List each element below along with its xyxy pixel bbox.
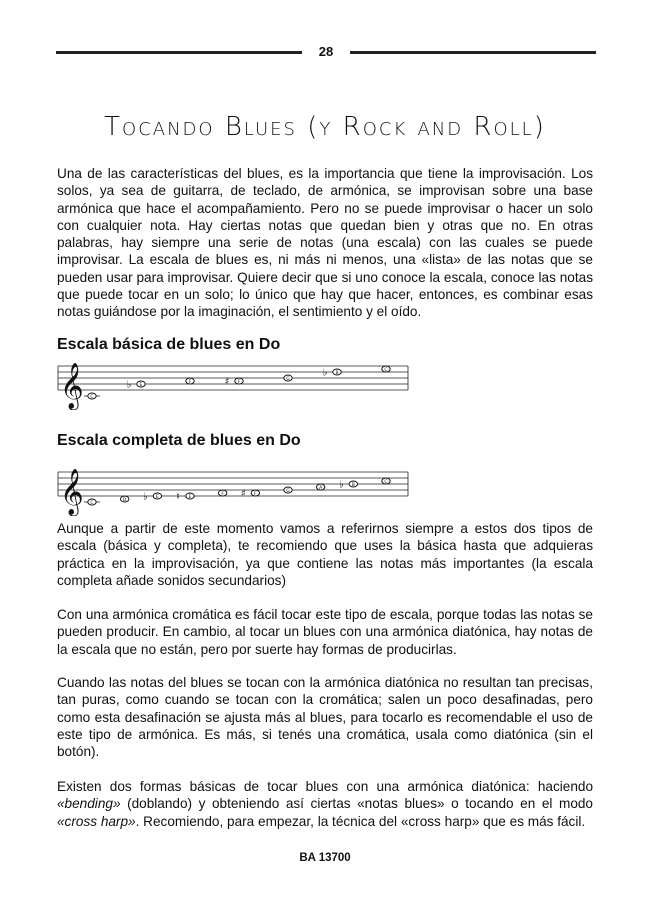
basic-note-2 <box>186 378 194 385</box>
bending-term: «bending» <box>57 796 121 812</box>
scale1-heading: Escala básica de blues en Do <box>57 336 281 353</box>
accidental-icon: ♮ <box>176 491 180 503</box>
note-letter: F <box>237 379 241 385</box>
accidental-icon: ♭ <box>126 379 132 391</box>
complete-note-7 <box>316 484 324 491</box>
paragraph-1: Aunque a partir de este momento vamos a referirnos siempre a estos dos tipos de escala (básica y completa), te recomiendo que uses la básica hasta que adquieras práctica en la improvisación, ya que contiene las notas más importantes (la escala completa añade sonidos secundarios) <box>57 521 593 588</box>
note-letter: B <box>351 482 355 488</box>
basic-note-5 <box>323 368 342 379</box>
page-number: 28 <box>318 44 334 59</box>
note-letter: C <box>384 479 388 485</box>
complete-note-6 <box>284 487 292 494</box>
basic-note-6 <box>382 366 390 373</box>
staff-complete-blues-scale <box>56 466 410 516</box>
basic-note-0 <box>84 393 100 400</box>
complete-note-1 <box>120 496 128 503</box>
note-letter: F <box>221 491 224 497</box>
accidental-icon: ♯ <box>224 376 230 388</box>
staff-basic-blues-scale <box>56 360 410 410</box>
note-letter: F <box>254 491 257 497</box>
paragraph-4-part-3: . Recomiendo, para empezar, la técnica del «cross harp» que es más fácil. <box>135 813 586 829</box>
complete-note-8 <box>339 480 358 491</box>
page-footer-code: BA 13700 <box>299 852 351 864</box>
header-rule-right <box>350 51 596 54</box>
complete-note-2 <box>143 492 162 503</box>
note-letter: A <box>319 485 323 491</box>
cross-harp-term: «cross harp» <box>57 813 136 829</box>
staff-lines <box>58 366 408 390</box>
note-letter: C <box>90 500 94 506</box>
paragraph-2: Con una armónica cromática es fácil tocar este tipo de escala, porque todas las notas se pueden producir. En cambio, al tocar un blues con una armónica diatónica, hay notas de la escala que no están, pero por suerte hay formas de producirlas. <box>57 607 593 657</box>
basic-note-1 <box>127 380 146 391</box>
treble-clef-icon: 𝄞 <box>60 469 84 515</box>
complete-note-4 <box>218 490 226 497</box>
paragraph-4-part-2: (doblando) y obteniendo así ciertas «notas blues» o tocando en el modo <box>120 796 593 812</box>
note-letter: G <box>286 488 290 494</box>
treble-clef-icon: 𝄞 <box>60 363 84 409</box>
paragraph-4 <box>57 778 593 830</box>
complete-note-3 <box>176 492 194 503</box>
accidental-icon: ♭ <box>142 491 148 503</box>
scale2-heading: Escala completa de blues en Do <box>57 432 301 449</box>
paragraph-3: Cuando las notas del blues se tocan con la armónica diatónica no resultan tan precisas, tan puras, como cuando se tocan con la cromática; salen un poco desafinadas, pero como esta desafinación se ajusta más al blues, para tocarlo es recomendable el uso de este tipo de armónica. Es más, si tenés una cromática, usala como diatónica (sin el botón). <box>57 675 593 760</box>
note-letter: E <box>155 494 159 500</box>
accidental-icon: ♭ <box>322 367 328 379</box>
note-letter: D <box>122 497 127 503</box>
note-letter: C <box>90 394 94 400</box>
accidental-icon: ♭ <box>338 479 344 491</box>
basic-note-4 <box>284 375 292 382</box>
page-title: Tocando Blues (y Rock and Roll) <box>104 112 546 142</box>
note-letter: C <box>384 367 388 373</box>
paragraph-4-part-1: Existen dos formas básicas de tocar blues con una armónica diatónica: haciendo <box>57 779 593 794</box>
complete-note-9 <box>382 478 390 485</box>
note-letter: G <box>286 376 290 382</box>
note-letter: B <box>335 370 339 376</box>
intro-paragraph: Una de las características del blues, es la importancia que tiene la improvisación. Los solos, ya sea de guitarra, de teclado, de armónica, se improvisan sobre una base armónica que hace el acompañamiento. Pero no se puede improvisar o hacer un solo con cualquier nota. Hay ciertas notas que quedan bien y otras que no. En otras palabras, hay siempre una serie de notas (una escala) con las cuales se puede improvisar. La escala de blues es, ni más ni menos, una «lista» de las notas que se pueden usar para improvisar. Quiere decir que si uno conoce la escala, conoce las notas que puede tocar en un solo; lo único que hay que hacer, entonces, es combinar esas notas guiándose por la imaginación, el sentimiento y el oído. <box>57 166 593 320</box>
note-letter: E <box>139 382 143 388</box>
note-letter: F <box>188 379 192 385</box>
page-header <box>56 42 596 62</box>
note-letter: E <box>188 494 192 500</box>
complete-note-0 <box>84 499 100 506</box>
accidental-icon: ♯ <box>240 488 246 500</box>
